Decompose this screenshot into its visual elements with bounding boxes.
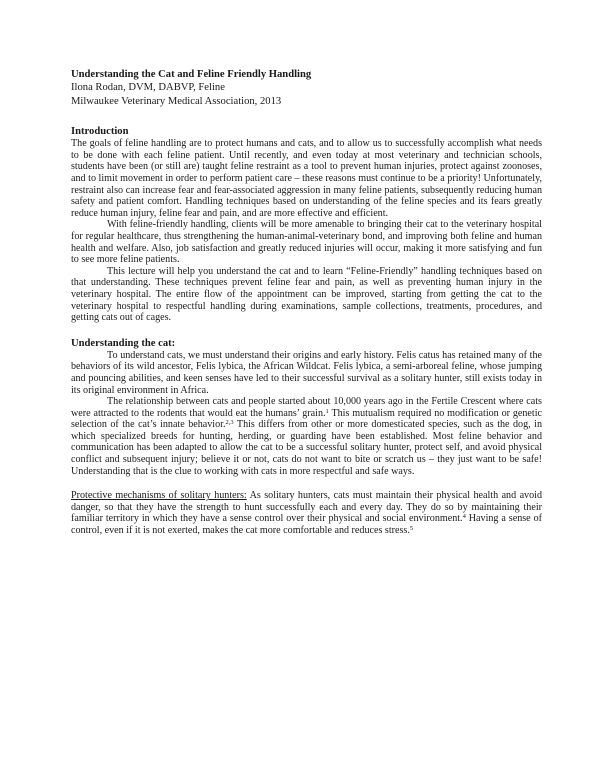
intro-paragraph-1: The goals of feline handling are to protect humans and cats, and to allow us to successfully accomplish what needs to be done with each feline patient. Until recently, and even today at most veterinary and technician schools, students have been (or still are) taught feline restraint as a tool to prevent human injuries, protect against zoonoses, and to limit movement in order to perform patient care – these reasons must continue to be a priority! Unfortunately, restraint also can increase fear and fear-associated aggression in many feline patients, subsequently reducing human safety and patient comfort. Handling techniques based on understanding of the feline species and its fears greatly reduce human injury, feline fear and pain, and are more effective and efficient. (71, 138, 542, 219)
intro-paragraph-3: This lecture will help you understand the cat and to learn “Feline-Friendly” handling techniques based on that understanding. These techniques prevent feline fear and pain, as well as preventing human injury in the veterinary hospital. The entire flow of the appointment can be improved, starting from getting the cat to the veterinary hospital to respectful handling during examinations, sample collections, treatments, procedures, and getting cats out of cages. (71, 265, 542, 324)
author-line: Ilona Rodan, DVM, DABVP, Feline (71, 82, 225, 94)
section-heading-introduction: Introduction (71, 126, 129, 138)
cat-paragraph-2-text-c: This differs from other or more domesticated species, such as the dog, in which specialized breeds for hunting, herding, or guarding have been established. Most feline behavior and communication has been adapted to allow the cat to be a successful solitary hunter, protect self, and avoid physical conflict and subsequent injury; believe it or not, cats do not want to bite or scratch us – they just want to be safe! Understanding that is the clue to working with cats in more respectful and safe ways. (71, 419, 543, 477)
section-heading-understanding-the-cat: Understanding the cat: (71, 337, 176, 349)
protective-text-a: As solitary hunters, cats must maintain their physical health and avoid danger, so that they have the strength to hunt successfully each and every day. They do so by maintaining their familiar territory in which they have a sense control over their physical and social environment. (71, 490, 542, 525)
cat-paragraph-2-text-a: The relationship between cats and people started about 10,000 years ago in the Fertile Crescent where cats were attracted to the rodents that would eat the humans’ grain. (71, 396, 542, 419)
cat-paragraph-2-text-b: This mutualism required no modification or genetic selection of the cat’s innate behavior. (71, 407, 542, 431)
protective-text-b: Having a sense of control, even if it is not exerted, makes the cat more comfortable and reduces stress. (71, 513, 542, 537)
protective-mechanisms-paragraph (71, 490, 542, 536)
cat-paragraph-1: To understand cats, we must understand their origins and early history. Felis catus has retained many of the behaviors of its wild ancestor, Felis lybica, the African Wildcat. Felis lybica, a semi-arboreal feline, whose jumping and pouncing abilities, and keen senses have led to their successful survival as a solitary hunter, still exists today in its original environment in Africa. (71, 349, 542, 396)
venue-line: Milwaukee Veterinary Medical Association, 2013 (71, 95, 282, 107)
citation-2-3: 2,3 (225, 419, 234, 427)
document-header (71, 68, 542, 108)
cat-paragraph-2 (71, 396, 542, 477)
subsection-heading-protective-mechanisms: Protective mechanisms of solitary hunters: (71, 490, 247, 502)
document-title: Understanding the Cat and Feline Friendly Handling (71, 69, 312, 80)
citation-4: 4 (462, 513, 466, 521)
citation-1: 1 (325, 407, 329, 415)
citation-5: 5 (409, 525, 414, 533)
intro-paragraph-2: With feline-friendly handling, clients will be more amenable to bringing their cat to the veterinary hospital for regular healthcare, thus strengthening the human-animal-veterinary bond, and improving both feline and human health and welfare. Also, job satisfaction and greatly reduced injuries will occur, making it more satisfying and fun to see more feline patients. (71, 219, 542, 266)
